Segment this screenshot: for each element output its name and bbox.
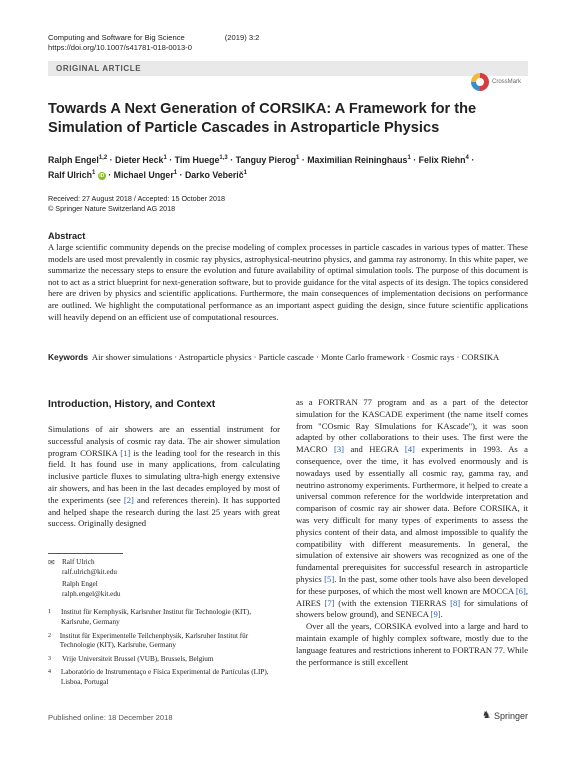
- contact-name: Ralph Engel: [62, 580, 98, 589]
- citation-link[interactable]: [6]: [515, 585, 526, 596]
- citation-link[interactable]: [4]: [404, 444, 415, 455]
- affiliation: 2 Institut für Experimentelle Teilchenphysik, Karlsruher Institut für Technologie (KIT), Karlsruhe, Germany: [48, 631, 249, 650]
- springer-logo: [482, 710, 528, 721]
- author[interactable]: Ralph Engel$^{1,2}$: [48, 154, 108, 165]
- affiliation: 4 Laboratório de Instrumentaço e Física Experimental de Partículas (LIP), Lisboa, Portugal: [48, 668, 269, 686]
- citation-link[interactable]: [8]: [450, 597, 461, 608]
- correspondence-block: [48, 558, 280, 692]
- contact-email[interactable]: ralph.engel@kit.edu: [62, 589, 121, 598]
- journal-name: Computing and Software for Big Science: [48, 33, 185, 42]
- keywords-label: Keywords: [48, 352, 89, 362]
- citation-link[interactable]: [9]: [430, 609, 441, 620]
- affiliation: 1 Institut für Kernphysik, Karlsruher Institut für Technologie (KIT), Karlsruhe, Germany: [48, 608, 251, 626]
- keywords: [48, 352, 528, 364]
- paragraph: as a FORTRAN 77 program and as a part of the detector simulation for the KASCADE experiment (the name itself comes from "COsmic Ray SImulations for KAscade"), it was soon adapted by other collaborations to their uses. The first were the MACRO [3] and HEGRA [4] experiments in 1993. As a consequence, over the time, it has evolved enormously and is nowadays used by essentially all cosmic ray, gamma ray, and neutrino astronomy experiments. Furthermore, it helped to create a universal common reference for the worldwide interpretation and comparison of cosmic ray air shower data. Before CORSIKA, it was very difficult for many types of experiments to assess the physics content of their data, and almost impossible to qualify the compatibility with different measurements. In general, the simulation of extensive air showers was recognized as one of the fundamental prerequisites for successful research in astroparticle physics [5]. In the past, some other tools have also been developed for these purposes, of which the most well known are MOCCA [6], AIRES [7] (with the extension TIERRAS [8] for simulations of showers below ground), and SENECA [9].: [296, 397, 529, 620]
- author[interactable]: Tanguy Pierog$^1$: [235, 154, 300, 165]
- section-heading: Introduction, History, and Context: [48, 399, 216, 410]
- journal-volume: (2019) 3:2: [224, 33, 260, 42]
- contact-entry: [48, 580, 280, 599]
- crossmark-badge[interactable]: [471, 72, 533, 92]
- article-title: Towards A Next Generation of CORSIKA: A Framework for the Simulation of Particle Cascades in Astroparticle Physics: [48, 101, 477, 136]
- keywords-text: Air shower simulations · Astroparticle physics · Particle cascade · Monte Carlo framework · Cosmic rays · CORSIKA: [91, 352, 500, 362]
- author[interactable]: Maximilian Reininghaus$^1$: [307, 154, 411, 165]
- affiliation: 3 Vrije Universiteit Brussel (VUB), Brussels, Belgium: [48, 654, 214, 663]
- contact-entry: [48, 558, 280, 577]
- contact-email[interactable]: ralf.ulrich@kit.edu: [62, 567, 117, 576]
- orcid-icon[interactable]: iD: [99, 172, 105, 179]
- doi-link[interactable]: https://doi.org/10.1007/s41781-018-0013-0: [48, 43, 192, 52]
- published-date: Published online: 18 December 2018: [48, 713, 173, 722]
- abstract-heading: Abstract: [48, 231, 86, 241]
- paragraph: Simulations of air showers are an essential instrument for successful analysis of cosmic ray data. The air shower simulation program CORSIKA [1] is the leading tool for the research in this field. It has found use in many applications, from calculating inclusive particle fluxes to simulating ultra-high energy extensive air showers, and has been in the last decades employed by most of the experiments (see [2] and references therein). It has supported and helped shape the research during the last 25 years with great success. Originally designed: [48, 424, 280, 529]
- footnote-divider: [48, 553, 123, 554]
- copyright: © Springer Nature Switzerland AG 2018: [48, 203, 176, 213]
- citation-link[interactable]: [7]: [324, 597, 335, 608]
- citation-link[interactable]: [3]: [333, 444, 344, 455]
- body-column-right: [296, 397, 528, 668]
- citation-link[interactable]: [2]: [123, 494, 134, 505]
- author[interactable]: Darko Veberič$^1$: [184, 169, 247, 180]
- crossmark-icon: [471, 73, 489, 91]
- abstract-text: A large scientific community depends on the precise modeling of complex processes in particle cascades in various types of matter. These models are used most prevalently in cosmic ray physics, astrophysical-neutrino physics, and gamma ray astronomy. In this white paper, we summarize the necessary steps to ensure the evolution and future availability of optimal simulation tools. The purpose of this document is not to act as a strict blueprint for next-generation software, but to provide guidance for the vital aspects of its design. The topics considered here are driven by physics and scientific applications. Furthermore, the main consequences of implementation decisions on performance are outlined. We highlight the computational performance as an important aspect guiding the design, since future scientific applications will heavily depend on an efficient use of computational resources.: [48, 242, 528, 322]
- received-accepted: Received: 27 August 2018 / Accepted: 15 October 2018: [48, 194, 226, 203]
- paragraph: Over all the years, CORSIKA evolved into a large and hard to maintain example of highly complex software, mostly due to the language features and restrictions inherent to FORTRAN 77. While the performance is still excellent: [296, 621, 529, 667]
- citation-link[interactable]: [1]: [120, 447, 131, 458]
- envelope-icon: ✉: [48, 558, 55, 567]
- article-dates: [48, 194, 225, 213]
- springer-horse-icon: ♞: [482, 710, 491, 721]
- journal-header: [48, 33, 299, 53]
- body-column-left: [48, 424, 280, 530]
- author[interactable]: Felix Riehn$^4$: [418, 154, 469, 165]
- author[interactable]: Michael Unger$^1$: [113, 169, 178, 180]
- author-list: Ralph Engel$^{1,2}$ · Dieter Heck$^1$ · Tim Huege$^{1,3}$ · Tanguy Pierog$^1$ · Maximilian Reininghaus$^1$ · Felix Riehn$^4$ · Ralf Ulrich$^1$ iD · Michael Unger$^1$ · Darko Veberič$^1$: [48, 154, 475, 180]
- author[interactable]: Dieter Heck$^1$: [115, 154, 167, 165]
- abstract: [48, 231, 528, 323]
- author[interactable]: Tim Huege$^{1,3}$: [174, 154, 228, 165]
- article-type-banner: ORIGINAL ARTICLE: [48, 61, 528, 76]
- author[interactable]: Ralf Ulrich$^1$ iD: [48, 169, 105, 180]
- publisher-name: Springer: [493, 710, 528, 721]
- citation-link[interactable]: [5]: [324, 573, 335, 584]
- contact-name: Ralf Ulrich: [62, 558, 95, 566]
- crossmark-label: CrossMark: [492, 79, 522, 85]
